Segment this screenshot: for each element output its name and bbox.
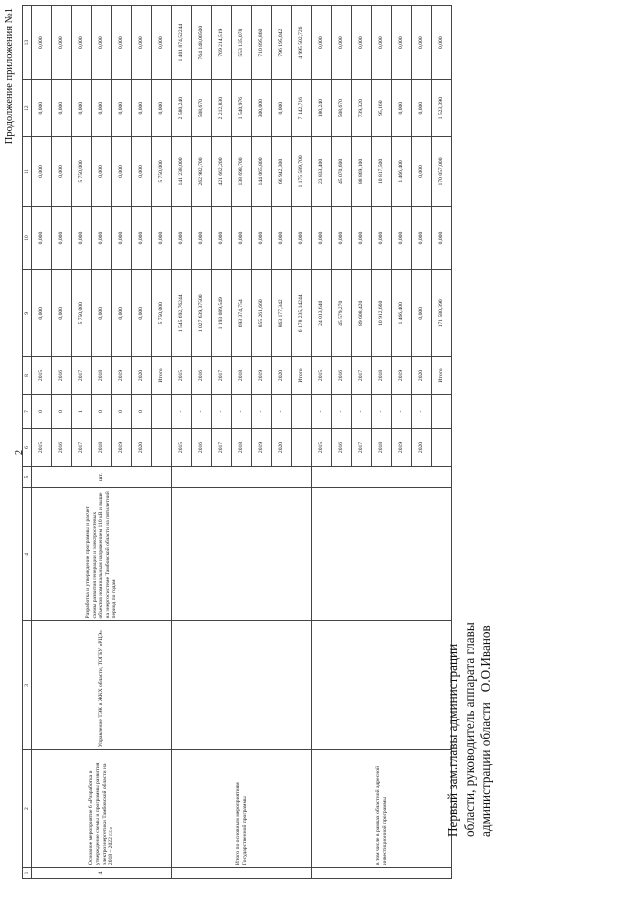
indicator-year: 2015: [172, 429, 192, 466]
indicator-value: -: [312, 394, 332, 429]
finance-regional: 138 698,700: [232, 137, 252, 207]
finance-total: 1 466,400: [392, 270, 412, 357]
indicator-year: 2018: [232, 429, 252, 466]
finance-federal: 0,000: [172, 206, 192, 269]
block-name: Итого по основным мероприятиям Государственной программы: [172, 750, 312, 868]
finance-year: 2015: [172, 357, 192, 394]
finance-federal: 0,000: [32, 206, 52, 269]
finance-local: 1 523,390: [432, 80, 452, 137]
program-table: [22, 5, 452, 879]
finance-year: 2017: [212, 357, 232, 394]
indicator-value: -: [392, 394, 412, 429]
indicator-value: -: [352, 394, 372, 429]
finance-local: 7 142,716: [292, 80, 312, 137]
finance-local: 0,000: [132, 80, 152, 137]
finance-regional: 5 750,000: [152, 137, 172, 207]
finance-total: 5 750,000: [152, 270, 172, 357]
finance-regional: 144 065,800: [252, 137, 272, 207]
finance-regional: 66 942,300: [272, 137, 292, 207]
signature-position: администрации области: [478, 702, 493, 837]
finance-federal: 0,000: [252, 206, 272, 269]
finance-other: 0,000: [432, 6, 452, 80]
indicator-year: 2017: [352, 429, 372, 466]
finance-other: 0,000: [112, 6, 132, 80]
column-number-6: 6: [23, 429, 32, 466]
block-number: [172, 868, 312, 879]
indicator-year: 2016: [52, 429, 72, 466]
finance-local: 1 540,976: [232, 80, 252, 137]
page-number: 2: [14, 450, 25, 455]
column-number-8: 8: [23, 357, 32, 394]
column-number-9: 9: [23, 270, 32, 357]
column-number-11: 11: [23, 137, 32, 207]
finance-year: 2019: [112, 357, 132, 394]
block-unit: [172, 466, 312, 488]
finance-other: 0,000: [132, 6, 152, 80]
indicator-year: 2017: [212, 429, 232, 466]
finance-other: 4 995 502,726: [292, 6, 312, 80]
finance-local: 508,670: [332, 80, 352, 137]
block-executor: [172, 621, 312, 750]
finance-local: 0,000: [112, 80, 132, 137]
block-unit: шт.: [32, 466, 172, 488]
finance-year: Итого: [432, 357, 452, 394]
finance-regional: 170 057,000: [432, 137, 452, 207]
signature-block: [445, 277, 495, 837]
finance-other: 0,000: [392, 6, 412, 80]
finance-local: 300,000: [252, 80, 272, 137]
finance-regional: 0,000: [52, 137, 72, 207]
indicator-year: 2017: [72, 429, 92, 466]
finance-year: 2019: [252, 357, 272, 394]
finance-year: 2016: [52, 357, 72, 394]
finance-total: 5 750,000: [72, 270, 92, 357]
finance-local: 2 212,830: [212, 80, 232, 137]
finance-local: 0,000: [152, 80, 172, 137]
indicator-value: -: [192, 394, 212, 429]
indicator-value: 0: [112, 394, 132, 429]
column-number-1: 1: [23, 868, 32, 879]
finance-year: Итого: [152, 357, 172, 394]
column-number-7: 7: [23, 394, 32, 429]
finance-federal: 0,000: [132, 206, 152, 269]
finance-year: 2015: [32, 357, 52, 394]
finance-total: 0,000: [112, 270, 132, 357]
signature-line-3: [478, 277, 495, 837]
indicator-value: -: [212, 394, 232, 429]
finance-regional: 1 466,400: [392, 137, 412, 207]
table-row: [172, 6, 192, 879]
block-executor: Управление ТЭК и ЖКХ области, ТОГБУ «РЦЭ»: [32, 621, 172, 750]
finance-total: 1 193 089,549: [212, 270, 232, 357]
finance-total: 693 374,754: [232, 270, 252, 357]
finance-federal: 0,000: [412, 206, 432, 269]
finance-regional: 10 817,500: [372, 137, 392, 207]
finance-regional: 23 833,400: [312, 137, 332, 207]
finance-total: 45 579,270: [332, 270, 352, 357]
finance-other: 769 214,519: [212, 6, 232, 80]
finance-local: 0,000: [92, 80, 112, 137]
finance-total: 171 580,390: [432, 270, 452, 357]
finance-year: 2018: [232, 357, 252, 394]
indicator-year: 2018: [92, 429, 112, 466]
finance-federal: 0,000: [332, 206, 352, 269]
indicator-year: 2020: [132, 429, 152, 466]
finance-total: 0,000: [32, 270, 52, 357]
finance-total: 0,000: [412, 270, 432, 357]
indicator-value: 0: [132, 394, 152, 429]
column-number-3: 3: [23, 621, 32, 750]
finance-regional: 0,000: [412, 137, 432, 207]
finance-total: 0,000: [52, 270, 72, 357]
finance-other: 0,000: [32, 6, 52, 80]
finance-local: 0,000: [52, 80, 72, 137]
indicator-year: 2016: [192, 429, 212, 466]
block-unit: [312, 466, 452, 488]
finance-federal: 0,000: [192, 206, 212, 269]
finance-regional: 0,000: [32, 137, 52, 207]
column-number-12: 12: [23, 80, 32, 137]
finance-year: 2018: [92, 357, 112, 394]
finance-other: 0,000: [72, 6, 92, 80]
indicator-year: 2020: [412, 429, 432, 466]
finance-federal: 0,000: [352, 206, 372, 269]
indicator-year: 2020: [272, 429, 292, 466]
indicator-value: [292, 394, 312, 429]
column-number-13: 13: [23, 6, 32, 80]
finance-regional: 0,000: [92, 137, 112, 207]
finance-year: 2020: [272, 357, 292, 394]
block-executor: [312, 621, 452, 750]
indicator-value: -: [252, 394, 272, 429]
indicator-value: 1: [72, 394, 92, 429]
finance-year: 2020: [132, 357, 152, 394]
finance-regional: 0,000: [112, 137, 132, 207]
indicator-year: 2015: [32, 429, 52, 466]
finance-year: 2016: [192, 357, 212, 394]
finance-local: 739,320: [352, 80, 372, 137]
finance-regional: 262 982,700: [192, 137, 212, 207]
finance-total: 1 545 692,76244: [172, 270, 192, 357]
finance-other: 0,000: [312, 6, 332, 80]
finance-total: 6 178 235,14244: [292, 270, 312, 357]
finance-local: 0,000: [412, 80, 432, 137]
finance-federal: 0,000: [432, 206, 452, 269]
indicator-year: [292, 429, 312, 466]
indicator-value: 0: [92, 394, 112, 429]
finance-total: 89 608,420: [352, 270, 372, 357]
finance-year: 2019: [392, 357, 412, 394]
block-name: Основное мероприятие 6 «Разработка и утверждение схемы и программы развития электроэнергетики Тамбовской области на 2018 – 2022 г.г.»: [32, 750, 172, 868]
finance-local: 0,000: [72, 80, 92, 137]
table-row: [32, 6, 52, 879]
block-indicator: [172, 488, 312, 621]
indicator-value: -: [232, 394, 252, 429]
block-name: в том числе в рамках областной адресной инвестиционной программы: [312, 750, 452, 868]
indicator-value: -: [272, 394, 292, 429]
finance-year: 2016: [332, 357, 352, 394]
indicator-year: 2019: [112, 429, 132, 466]
finance-other: 0,000: [332, 6, 352, 80]
finance-year: 2020: [412, 357, 432, 394]
finance-federal: 0,000: [92, 206, 112, 269]
column-number-10: 10: [23, 206, 32, 269]
finance-year: 2017: [72, 357, 92, 394]
column-number-row: [23, 6, 32, 879]
finance-federal: 0,000: [212, 206, 232, 269]
finance-regional: 1 175 589,700: [292, 137, 312, 207]
finance-other: 553 135,078: [232, 6, 252, 80]
signature-line-2: области, руководитель аппарата главы: [461, 622, 477, 837]
column-number-4: 4: [23, 488, 32, 621]
finance-other: 0,000: [152, 6, 172, 80]
finance-other: 0,000: [352, 6, 372, 80]
finance-other: 0,000: [52, 6, 72, 80]
finance-total: 0,000: [132, 270, 152, 357]
continuation-title: Продолжение приложения №1: [4, 8, 15, 145]
finance-other: 710 895,860: [252, 6, 272, 80]
block-number: [312, 868, 452, 879]
finance-year: 2018: [372, 357, 392, 394]
finance-regional: 141 238,000: [172, 137, 192, 207]
block-indicator: Разработка и утверждение программы и расчет схемы развития генерации и электросетевых объектов номинальным напряжением 110 кВ и выше на энергосистеме Тамбовской области на пятилетний период по годам: [32, 488, 172, 621]
finance-local: 180,240: [312, 80, 332, 137]
indicator-value: 0: [32, 394, 52, 429]
finance-local: 0,000: [392, 80, 412, 137]
indicator-year: 2019: [392, 429, 412, 466]
finance-local: 508,670: [192, 80, 212, 137]
finance-regional: 88 869,100: [352, 137, 372, 207]
indicator-year: 2016: [332, 429, 352, 466]
finance-total: 1 027 639,37500: [192, 270, 212, 357]
indicator-year: 2019: [252, 429, 272, 466]
indicator-year: 2018: [372, 429, 392, 466]
indicator-value: 0: [52, 394, 72, 429]
finance-federal: 0,000: [72, 206, 92, 269]
indicator-value: -: [412, 394, 432, 429]
finance-federal: 0,000: [52, 206, 72, 269]
finance-regional: 0,000: [132, 137, 152, 207]
finance-local: 95,160: [372, 80, 392, 137]
finance-other: 1 401 874,52244: [172, 6, 192, 80]
finance-total: 24 013,640: [312, 270, 332, 357]
finance-total: 863 177,342: [272, 270, 292, 357]
signature-name: О.О.Иванов: [478, 625, 493, 693]
finance-federal: 0,000: [292, 206, 312, 269]
finance-regional: 5 750,000: [72, 137, 92, 207]
finance-regional: 421 662,200: [212, 137, 232, 207]
finance-federal: 0,000: [372, 206, 392, 269]
finance-other: 0,000: [92, 6, 112, 80]
indicator-value: [152, 394, 172, 429]
finance-federal: 0,000: [272, 206, 292, 269]
indicator-value: -: [372, 394, 392, 429]
finance-other: 764 148,00500: [192, 6, 212, 80]
table-row: [312, 6, 332, 879]
finance-year: 2015: [312, 357, 332, 394]
finance-year: 2017: [352, 357, 372, 394]
indicator-value: -: [332, 394, 352, 429]
finance-other: 796 195,042: [272, 6, 292, 80]
finance-year: Итого: [292, 357, 312, 394]
finance-local: 0,000: [32, 80, 52, 137]
column-number-2: 2: [23, 750, 32, 868]
indicator-year: [152, 429, 172, 466]
signature-line-1: Первый зам.главы администрации: [445, 643, 460, 837]
finance-total: 10 912,660: [372, 270, 392, 357]
finance-local: 2 580,240: [172, 80, 192, 137]
finance-federal: 0,000: [312, 206, 332, 269]
finance-other: 0,000: [372, 6, 392, 80]
finance-total: 0,000: [92, 270, 112, 357]
finance-federal: 0,000: [152, 206, 172, 269]
finance-federal: 0,000: [232, 206, 252, 269]
finance-other: 0,000: [412, 6, 432, 80]
finance-federal: 0,000: [392, 206, 412, 269]
block-indicator: [312, 488, 452, 621]
finance-regional: 45 070,600: [332, 137, 352, 207]
finance-local: 0,000: [272, 80, 292, 137]
indicator-year: 2015: [312, 429, 332, 466]
finance-total: 855 261,660: [252, 270, 272, 357]
block-number: 4: [32, 868, 172, 879]
indicator-value: -: [172, 394, 192, 429]
finance-federal: 0,000: [112, 206, 132, 269]
column-number-5: 5: [23, 466, 32, 488]
